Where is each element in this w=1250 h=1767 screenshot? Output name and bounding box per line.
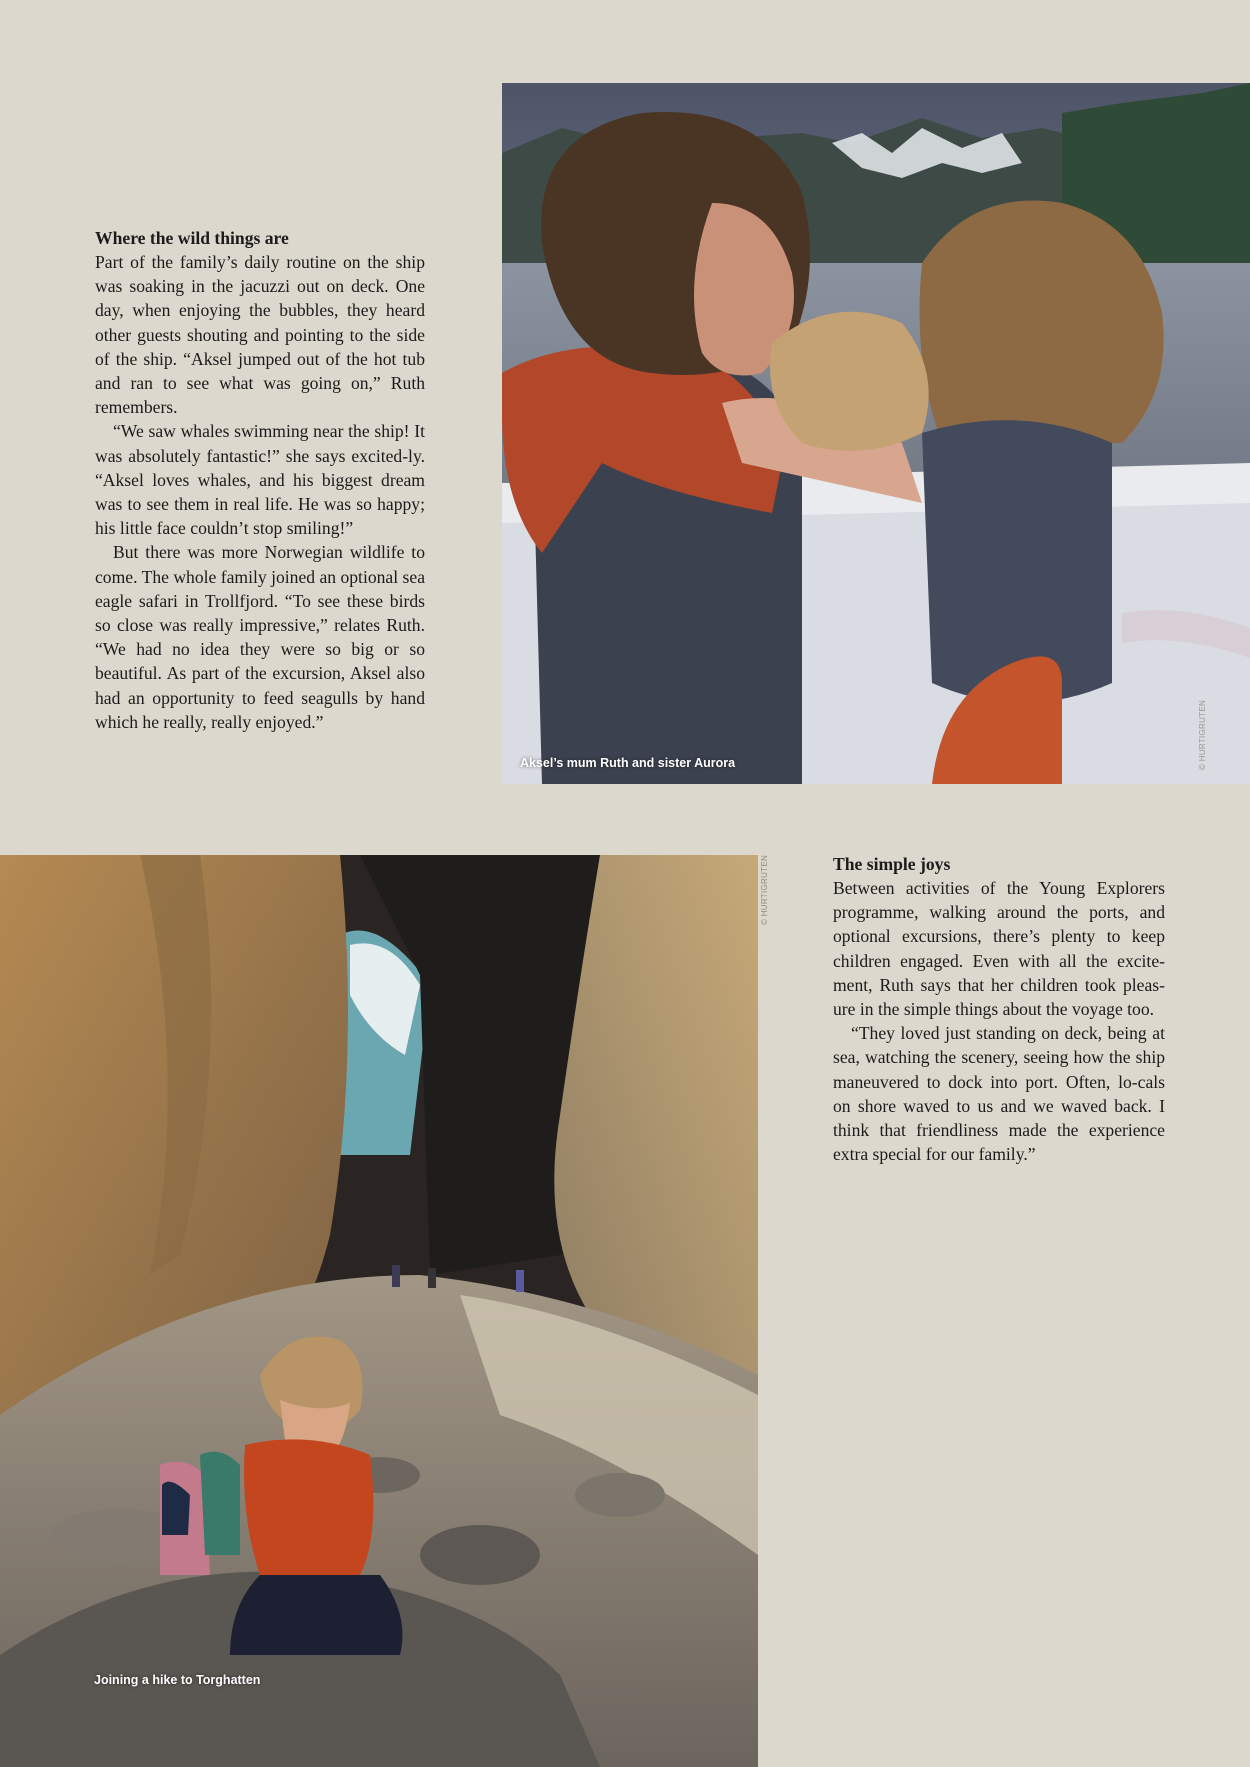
photo-credit: © HURTIGRUTEN: [1198, 699, 1207, 770]
photo-illustration: [0, 855, 758, 1767]
body-paragraph: Between activities of the Young Explorers programme, walking around the ports, and optional excursions, there’s plenty to keep children engaged. Even with all the excite-ment, Ruth says that her children took pleas-ure in the simple things about the voyage too.: [833, 878, 1165, 1020]
section-heading: The simple joys: [833, 854, 951, 874]
body-paragraph: But there was more Norwegian wildlife to come. The whole family joined an optional sea eagle safari in Trollfjord. “To see these birds so close was really impressive,” relates Ruth. “We had no idea they were so big or so beautiful. As part of the excursion, Aksel also had an opportunity to feed seagulls by hand which he really, really enjoyed.”: [95, 542, 425, 732]
article-column-simple-joys: [833, 852, 1165, 1166]
photo-family-on-deck: [502, 83, 1250, 784]
body-paragraph: “We saw whales swimming near the ship! It was absolutely fantastic!” she says excited-ly. “Aksel loves whales, and his biggest dream was to see them in real life. He was so happy; his little face couldn’t stop smiling!”: [95, 421, 425, 539]
photo-torghatten-hike: [0, 855, 758, 1767]
section-heading: Where the wild things are: [95, 228, 289, 248]
photo-illustration: [502, 83, 1250, 784]
body-paragraph: Part of the family’s daily routine on the ship was soaking in the jacuzzi out on deck. One day, when enjoying the bubbles, they heard other guests shouting and pointing to the side of the ship. “Aksel jumped out of the hot tub and ran to see what was going on,” Ruth remembers.: [95, 252, 425, 418]
photo-caption: Aksel’s mum Ruth and sister Aurora: [520, 756, 736, 770]
photo-caption: Joining a hike to Torghatten: [94, 1673, 261, 1687]
photo-credit: © HURTIGRUTEN: [760, 854, 769, 925]
article-column-wild-things: [95, 226, 425, 734]
body-paragraph: “They loved just standing on deck, being at sea, watching the scenery, seeing how the ship maneuvered to dock into port. Often, lo-cals on shore waved to us and we waved back. I think that friendliness made the experience extra special for our family.”: [833, 1023, 1165, 1165]
